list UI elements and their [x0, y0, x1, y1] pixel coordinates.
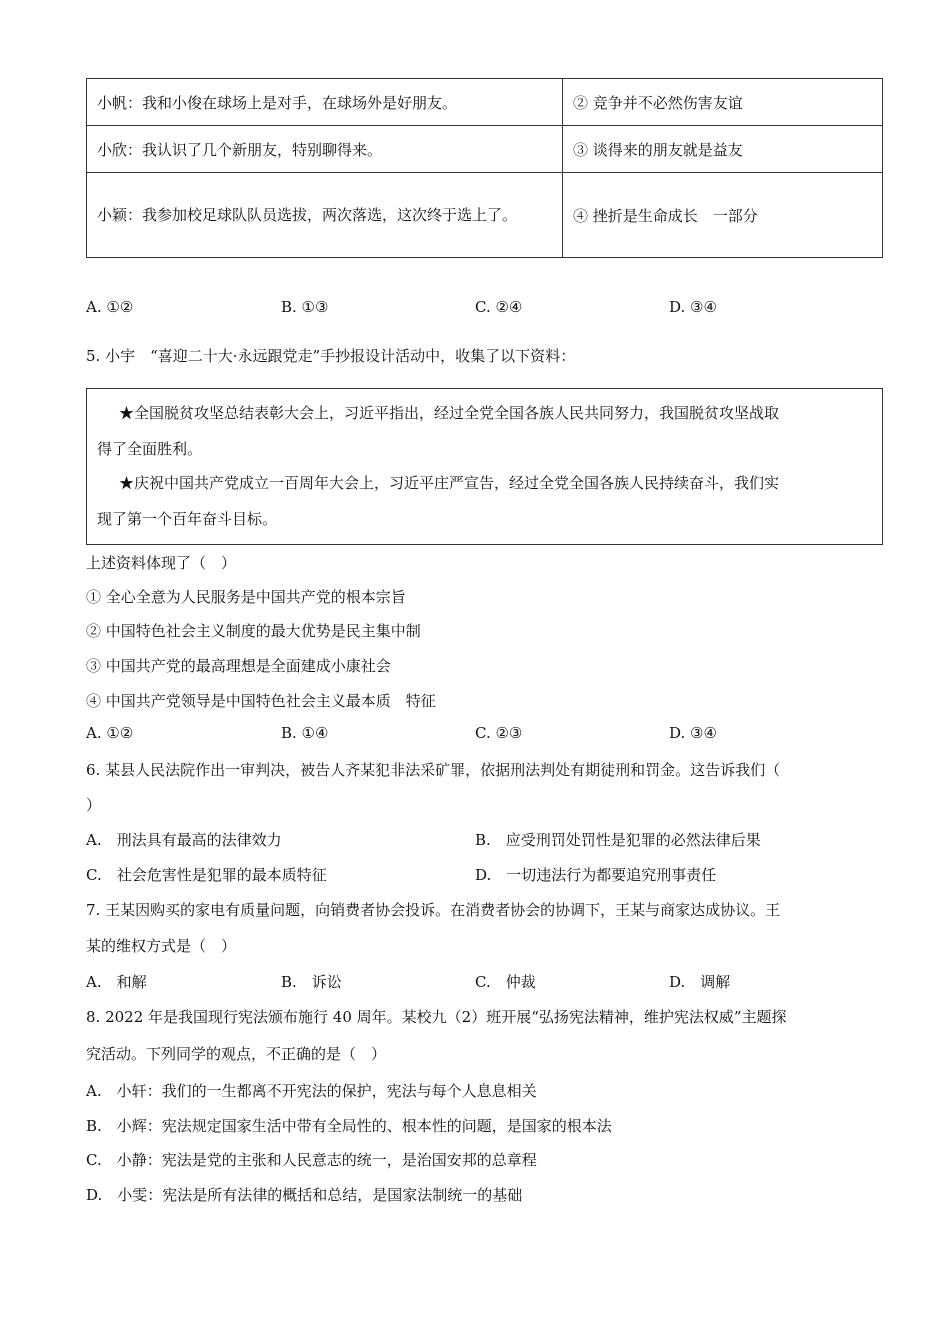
- table-cell: 小颖：我参加校足球队队员选拔，两次落选，这次终于选上了。: [87, 173, 563, 258]
- table-row: [87, 126, 883, 173]
- q8-option-b[interactable]: B. 小辉：宪法规定国家生活中带有全局性的、根本性的问题，是国家的根本法: [86, 1117, 612, 1135]
- table-cell: ② 竞争并不必然伤害友谊: [563, 79, 883, 126]
- q6-option-b[interactable]: B. 应受刑罚处罚性是犯罪的必然法律后果: [475, 831, 761, 849]
- q5-statement-1: ① 全心全意为人民服务是中国共产党的根本宗旨: [86, 588, 406, 606]
- q5-statement-2: ② 中国特色社会主义制度的最大优势是民主集中制: [86, 622, 421, 640]
- q4-table: [86, 78, 883, 258]
- q5-material-1-line2: 得了全面胜利。: [97, 440, 203, 458]
- q5-material-2-line2: 现了第一个百年奋斗目标。: [97, 510, 278, 528]
- q4-option-d[interactable]: D. ③④: [669, 298, 717, 316]
- q8-stem-line1: 8. 2022 年是我国现行宪法颁布施行 40 周年。某校九（2）班开展“弘扬宪法精神，维护宪法权威”主题探: [86, 1008, 787, 1026]
- q6-option-a[interactable]: A. 刑法具有最高的法律效力: [86, 831, 282, 849]
- q5-option-c[interactable]: C. ②③: [475, 724, 523, 742]
- q8-option-c[interactable]: C. 小静：宪法是党的主张和人民意志的统一，是治国安邦的总章程: [86, 1151, 537, 1169]
- q7-stem-line2: 某的维权方式是（ ）: [86, 937, 237, 955]
- q5-question: 上述资料体现了（ ）: [86, 554, 237, 572]
- q7-option-b[interactable]: B. 诉讼: [281, 973, 342, 991]
- q6-option-d[interactable]: D. 一切违法行为都要追究刑事责任: [475, 866, 717, 884]
- q6-stem-line2: ）: [86, 796, 102, 814]
- q6-stem-line1: 6. 某县人民法院作出一审判决，被告人齐某犯非法采矿罪，依据刑法判处有期徒刑和罚金。这告诉我们（: [86, 761, 781, 779]
- q7-option-d[interactable]: D. 调解: [669, 973, 731, 991]
- table-cell: 小欣：我认识了几个新朋友，特别聊得来。: [87, 126, 563, 173]
- table-cell: ④ 挫折是生命成长 一部分: [563, 173, 883, 258]
- q4-option-c[interactable]: C. ②④: [475, 298, 523, 316]
- q5-material-2-line1: ★庆祝中国共产党成立一百周年大会上，习近平庄严宣告，经过全党全国各族人民持续奋斗，我们实: [119, 474, 780, 492]
- q5-material-box: [86, 388, 883, 545]
- q7-option-a[interactable]: A. 和解: [86, 973, 147, 991]
- q5-option-a[interactable]: A. ①②: [86, 724, 134, 742]
- table-row: [87, 79, 883, 126]
- q4-option-a[interactable]: A. ①②: [86, 298, 134, 316]
- table-row: [87, 173, 883, 258]
- table-cell: 小帆：我和小俊在球场上是对手，在球场外是好朋友。: [87, 79, 563, 126]
- q7-option-c[interactable]: C. 仲裁: [475, 973, 536, 991]
- q4-option-b[interactable]: B. ①③: [281, 298, 329, 316]
- q6-option-c[interactable]: C. 社会危害性是犯罪的最本质特征: [86, 866, 327, 884]
- q5-stem: 5. 小宇 “喜迎二十大·永远跟党走”手抄报设计活动中，收集了以下资料：: [86, 347, 576, 365]
- q5-statement-3: ③ 中国共产党的最高理想是全面建成小康社会: [86, 657, 391, 675]
- q8-stem-line2: 究活动。下列同学的观点，不正确的是（ ）: [86, 1045, 387, 1063]
- q5-option-d[interactable]: D. ③④: [669, 724, 717, 742]
- q8-option-a[interactable]: A. 小轩：我们的一生都离不开宪法的保护，宪法与每个人息息相关: [86, 1082, 537, 1100]
- q5-statement-4: ④ 中国共产党领导是中国特色社会主义最本质 特征: [86, 692, 436, 710]
- q8-option-d[interactable]: D. 小雯：宪法是所有法律的概括和总结，是国家法制统一的基础: [86, 1186, 523, 1204]
- table-cell: ③ 谈得来的朋友就是益友: [563, 126, 883, 173]
- q5-material-1-line1: ★全国脱贫攻坚总结表彰大会上，习近平指出，经过全党全国各族人民共同努力，我国脱贫攻坚战取: [119, 404, 780, 422]
- q7-stem-line1: 7. 王某因购买的家电有质量问题，向销费者协会投诉。在消费者协会的协调下，王某与商家达成协议。王: [86, 901, 781, 919]
- q5-option-b[interactable]: B. ①④: [281, 724, 329, 742]
